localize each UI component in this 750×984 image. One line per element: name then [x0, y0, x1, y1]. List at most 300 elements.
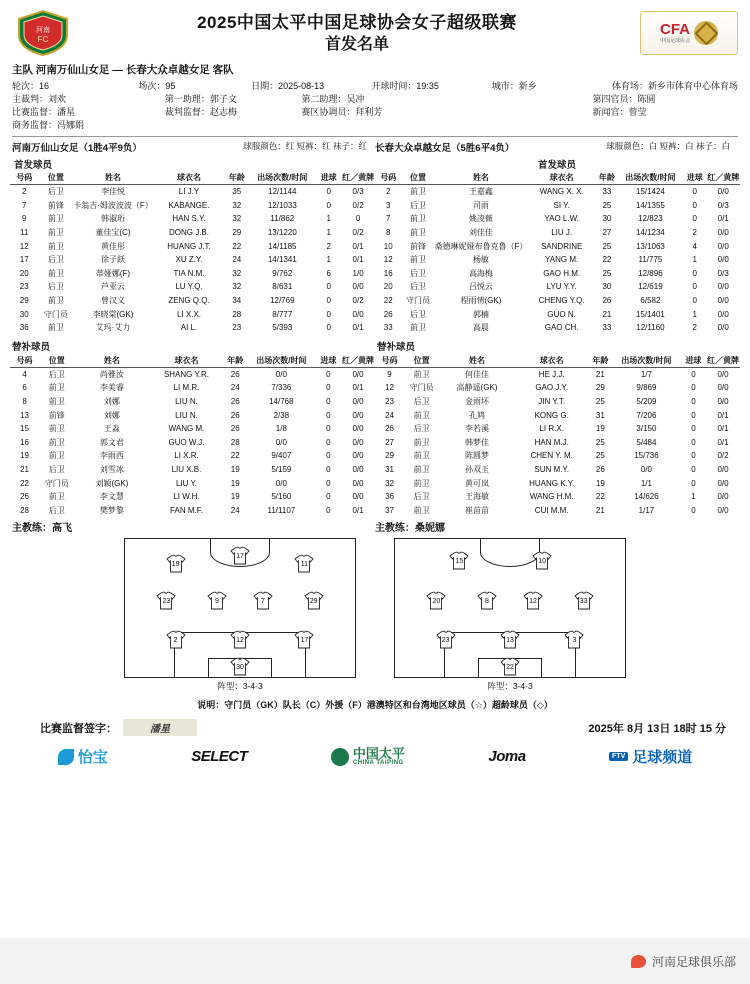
cell-shirt: LIU X.B.: [171, 464, 202, 474]
cell-age: 24: [230, 383, 240, 393]
cell-num: 4: [22, 369, 27, 379]
cell-cards: 0/0: [352, 309, 364, 319]
cell-cards: 0/1: [352, 241, 364, 251]
cell-num: 21: [20, 464, 29, 474]
ar2-value: 吴冲: [346, 94, 365, 104]
cell-pos: 前锋: [48, 410, 65, 420]
cell-num: 8: [22, 397, 27, 407]
cell-pos: 后卫: [47, 282, 64, 292]
starters-section-titles: [0, 154, 750, 171]
col-goals: 进球: [316, 354, 341, 368]
cell-pos: 后卫: [413, 424, 430, 434]
table-header-row: [375, 354, 740, 368]
cell-name: 高海梅: [468, 268, 493, 278]
cell-name: 刘佳佳: [468, 228, 493, 238]
cell-goals: 0: [692, 296, 697, 306]
cell-cards: 0/0: [717, 505, 729, 515]
table-row: [375, 422, 740, 436]
cell-shirt: LU Y.Q.: [175, 282, 203, 292]
cell-pos: 前卫: [48, 397, 65, 407]
cell-name: 李佳悦: [100, 187, 125, 197]
away-starters-title: 首发球员: [537, 160, 576, 171]
table-row: [10, 226, 375, 240]
table-row: [375, 280, 740, 294]
table-row: [375, 436, 740, 450]
table-row: [10, 395, 375, 409]
cell-shirt: HE J.J.: [538, 369, 565, 379]
cell-name: 樊梦黎: [99, 505, 124, 515]
cell-age: 22: [602, 255, 612, 265]
home-team-name: 河南万仙山女足（1胜4平9负）: [12, 143, 142, 154]
cell-cards: 0/0: [717, 255, 729, 265]
cell-pos: 前卫: [48, 437, 65, 447]
cell-shirt: YAO L.W.: [544, 214, 579, 224]
cell-cards: 0/0: [352, 492, 364, 502]
col-goals: 进球: [681, 354, 706, 368]
cell-apps: 12/619: [638, 282, 663, 292]
cell-cards: 0/0: [717, 187, 729, 197]
cell-age: 35: [232, 187, 242, 197]
cell-goals: 0: [326, 492, 331, 502]
round-label: 轮次：: [12, 81, 40, 91]
cell-goals: 0: [326, 410, 331, 420]
col-apps: 出场次数/时间: [248, 171, 316, 185]
away-formation-label: 阵型：: [487, 681, 513, 692]
svg-text:FC: FC: [37, 35, 49, 44]
cell-goals: 0: [691, 437, 696, 447]
pitch-player-marker: 12: [522, 591, 544, 611]
cell-pos: 前卫: [413, 464, 430, 474]
col-shirt: 球衣名: [149, 354, 223, 368]
table-row: [10, 408, 375, 422]
cell-pos: 守门员: [406, 296, 430, 306]
col-pos: 位置: [402, 171, 435, 185]
signature-label: 比赛监督签字：: [40, 722, 117, 735]
cell-cards: 0/3: [717, 268, 729, 278]
cell-shirt: GUO W.J.: [168, 437, 205, 447]
match-supervisor-label: 比赛监督：: [12, 107, 58, 117]
col-cards: 红／黄牌: [341, 171, 375, 185]
table-row: [10, 307, 375, 321]
cell-pos: 前卫: [47, 241, 64, 251]
cell-cards: 0/0: [352, 424, 364, 434]
sponsor-yibao-label: 怡宝: [77, 750, 108, 767]
cell-shirt: HAN M.J.: [534, 437, 569, 447]
home-formation: [124, 538, 356, 692]
cell-goals: 0: [326, 309, 331, 319]
cell-apps: 11/862: [270, 214, 295, 224]
cell-apps: 9/762: [272, 268, 293, 278]
cell-name: 何佳佳: [464, 369, 489, 379]
cell-num: 11: [20, 228, 29, 238]
pitch-player-marker: 11: [293, 554, 315, 574]
cell-num: 16: [20, 437, 29, 447]
cell-age: 22: [232, 241, 242, 251]
cell-num: 33: [383, 323, 393, 333]
cell-pos: 前卫: [48, 492, 65, 502]
away-starters-table: [375, 171, 740, 335]
cell-shirt: HAN S.Y.: [172, 214, 206, 224]
cell-shirt: LI W.H.: [173, 492, 200, 502]
home-starters-title: 首发球员: [14, 160, 53, 171]
pitch-player-marker: 33: [573, 591, 595, 611]
cell-shirt: GUO N.: [547, 309, 576, 319]
cell-cards: 0/0: [717, 309, 729, 319]
cell-pos: 前锋: [410, 241, 426, 251]
pitch-player-marker: 29: [303, 591, 325, 611]
cell-goals: 4: [692, 241, 697, 251]
pitch-player-marker: 30: [229, 657, 251, 677]
cell-pos: 后卫: [410, 282, 426, 292]
legend-text: 说明：守门员（GK）队长（C）外援（F）港澳特区和台湾地区球员（☆）超龄球员（◇）: [197, 700, 553, 711]
cell-goals: 0: [691, 464, 696, 474]
cell-age: 24: [230, 505, 240, 515]
cell-apps: 6/582: [640, 296, 661, 306]
col-age: 年龄: [589, 354, 612, 368]
cell-shirt: WANG M.: [168, 424, 205, 434]
cell-pos: 后卫: [413, 492, 430, 502]
table-row: [10, 199, 375, 213]
cell-shirt: FAN M.F.: [170, 505, 203, 515]
cell-pos: 前卫: [413, 478, 430, 488]
cell-goals: 0: [691, 383, 696, 393]
cell-age: 33: [602, 187, 612, 197]
cell-cards: 0/1: [717, 410, 729, 420]
cell-apps: 1/7: [640, 369, 652, 379]
col-apps: 出场次数/时间: [618, 171, 683, 185]
cell-goals: 0: [326, 200, 331, 210]
cell-age: 34: [232, 296, 242, 306]
table-row: [375, 476, 740, 490]
coaches-row: [0, 517, 750, 534]
col-cards: 红／黄牌: [706, 171, 740, 185]
cell-apps: 12/896: [638, 268, 663, 278]
col-pos: 位置: [39, 354, 74, 368]
weibo-icon: [631, 955, 646, 968]
cell-shirt: CUI M.M.: [534, 505, 569, 515]
cell-goals: 1: [691, 492, 696, 502]
cell-apps: 13/1063: [635, 241, 665, 251]
sponsor-ftv-label: 足球频道: [632, 749, 693, 767]
cell-cards: 0/0: [717, 228, 729, 238]
table-row: [375, 381, 740, 395]
table-row: [10, 321, 375, 335]
table-row: [10, 449, 375, 463]
cell-apps: 0/0: [275, 369, 287, 379]
away-coach-label: 主教练：: [375, 523, 415, 535]
cell-num: 15: [20, 424, 29, 434]
cell-name: 桑德琳妮娅布鲁克鲁（F）: [434, 241, 528, 251]
cell-age: 32: [232, 214, 242, 224]
cell-age: 28: [232, 309, 242, 319]
cell-age: 21: [595, 369, 605, 379]
cell-name: 刘雪冰: [99, 464, 124, 474]
cell-shirt: SHANG Y.R.: [163, 369, 210, 379]
cell-name: 郭楠: [472, 309, 489, 319]
cell-pos: 后卫: [48, 464, 65, 474]
cell-age: 25: [595, 437, 605, 447]
cell-cards: 0/0: [717, 478, 729, 488]
cell-apps: 1/17: [638, 505, 655, 515]
sponsor-taiping: [331, 747, 405, 766]
away-team-name: 长春大众卓越女足（5胜6平4负）: [375, 143, 515, 154]
city-label: 城市：: [491, 81, 519, 91]
cell-num: 7: [386, 214, 391, 224]
col-shirt: 球衣名: [153, 171, 226, 185]
cell-name: 姚凌薇: [468, 214, 493, 224]
sponsor-yibao: [58, 746, 108, 767]
cell-apps: 7/206: [636, 410, 657, 420]
cell-cards: 0/0: [352, 397, 364, 407]
cell-name: 刘娜: [103, 397, 120, 407]
table-row: [375, 212, 740, 226]
cell-apps: 14/1234: [635, 228, 665, 238]
cell-cards: 0/1: [717, 437, 729, 447]
cell-name: 杨敏: [472, 255, 489, 265]
sponsor-joma-label: Joma: [488, 748, 526, 766]
table-row: [375, 267, 740, 281]
col-shirt: 球衣名: [515, 354, 589, 368]
cell-num: 29: [19, 296, 29, 306]
home-starters-table: [10, 171, 375, 335]
footer-watermark: [0, 938, 750, 984]
cell-pos: 前卫: [413, 437, 430, 447]
cell-num: 37: [385, 505, 394, 515]
cell-age: 32: [232, 200, 242, 210]
cell-num: 22: [383, 296, 393, 306]
away-formation: [394, 538, 626, 692]
cell-pos: 前锋: [47, 200, 64, 210]
cell-apps: 11/1107: [267, 505, 296, 515]
cell-name: 卡翁吉·姆波波波（F）: [73, 200, 153, 210]
cell-pos: 后卫: [410, 309, 426, 319]
table-row: [375, 199, 740, 213]
cell-name: 王海敏: [464, 492, 489, 502]
cell-apps: 14/1341: [267, 255, 297, 265]
table-row: [375, 490, 740, 504]
cell-age: 25: [602, 200, 612, 210]
cell-num: 3: [386, 200, 391, 210]
cell-pos: 守门员: [409, 383, 434, 393]
cell-apps: 0/0: [640, 464, 652, 474]
cell-cards: 0/0: [352, 437, 364, 447]
cell-cards: 0/1: [352, 383, 364, 393]
cell-pos: 前卫: [47, 323, 64, 333]
cell-apps: 15/1401: [635, 309, 665, 319]
home-subs-title: 替补球员: [12, 341, 51, 353]
cell-age: 26: [230, 410, 240, 420]
cell-age: 23: [232, 323, 242, 333]
cell-age: 25: [602, 241, 612, 251]
col-pos: 位置: [404, 354, 439, 368]
cell-pos: 后卫: [410, 200, 426, 210]
col-age: 年龄: [225, 171, 248, 185]
cell-name: 孙双玉: [464, 464, 489, 474]
cell-age: 29: [232, 228, 242, 238]
cell-num: 36: [385, 492, 394, 502]
taiping-logo-icon: [331, 748, 349, 766]
match-supervisor-value: 潘星: [57, 107, 76, 117]
table-row: [10, 381, 375, 395]
referee-label: 主裁判：: [12, 94, 49, 104]
cell-num: 17: [19, 255, 29, 265]
cell-goals: 2: [692, 228, 697, 238]
col-name: 姓名: [439, 354, 515, 368]
cell-shirt: GAO CH.: [544, 323, 579, 333]
table-row: [375, 185, 740, 199]
cell-num: 32: [385, 478, 394, 488]
cell-num: 2: [386, 187, 391, 197]
cell-cards: 0/2: [717, 451, 729, 461]
cell-pos: 前卫: [410, 187, 426, 197]
cell-cards: 0/0: [352, 369, 364, 379]
cell-pos: 前卫: [47, 228, 64, 238]
cell-name: 高静遥(GK): [456, 383, 498, 393]
ar1-label: 第一助理：: [164, 94, 210, 104]
ref-supervisor-value: 赵志梅: [209, 107, 237, 117]
cell-num: 12: [383, 255, 393, 265]
cell-age: 26: [230, 424, 240, 434]
away-formation-value: 3-4-3: [512, 681, 533, 692]
cell-goals: 0: [326, 282, 331, 292]
table-row: [10, 185, 375, 199]
signature-image: 潘星: [123, 719, 197, 736]
cell-shirt: KABANGE.: [168, 200, 210, 210]
match-label: 场次：: [138, 81, 166, 91]
cell-apps: 12/769: [270, 296, 295, 306]
cell-num: 23: [19, 282, 29, 292]
cell-age: 26: [595, 464, 605, 474]
cell-cards: 1/0: [352, 268, 364, 278]
pitch-player-marker: 20: [425, 591, 447, 611]
away-subs-table: [375, 354, 740, 518]
cell-age: 26: [602, 296, 612, 306]
signature-datetime: 2025年 8月 13日 18时 15 分: [588, 722, 726, 735]
coordinator-label: 赛区协调员：: [301, 107, 356, 117]
cell-age: 19: [595, 424, 605, 434]
table-header-row: [10, 354, 375, 368]
cell-name: 黄可岚: [464, 478, 489, 488]
away-subs-body: [375, 367, 740, 517]
col-num: 号码: [375, 354, 404, 368]
cell-pos: 前卫: [48, 383, 65, 393]
cell-cards: 0/2: [352, 296, 364, 306]
cell-age: 21: [595, 505, 605, 515]
sponsor-ftv: [609, 746, 692, 767]
sponsor-bar: [0, 736, 750, 767]
cell-age: 24: [232, 255, 242, 265]
cell-age: 25: [595, 451, 605, 461]
cfa-logo: [640, 11, 738, 55]
cell-age: 30: [602, 282, 612, 292]
cell-goals: 1: [326, 228, 331, 238]
cell-apps: 13/1220: [267, 228, 297, 238]
cell-apps: 0/0: [275, 437, 287, 447]
table-row: [10, 294, 375, 308]
table-row: [10, 253, 375, 267]
cell-apps: 3/150: [636, 424, 657, 434]
date-label: 日期：: [251, 81, 279, 91]
cell-num: 36: [19, 323, 29, 333]
cell-shirt: TIA N.M.: [173, 268, 205, 278]
table-row: [375, 307, 740, 321]
meta-teams-line: 主队 河南万仙山女足 — 长春大众卓越女足 客队: [12, 64, 234, 76]
cell-apps: 5/209: [636, 397, 657, 407]
press-label: 新闻官：: [592, 107, 629, 117]
col-cards: 红／黄牌: [341, 354, 375, 368]
cell-goals: 0: [326, 187, 331, 197]
col-name: 姓名: [73, 171, 153, 185]
cell-num: 2: [22, 187, 27, 197]
table-row: [10, 367, 375, 381]
cell-cards: 0/0: [717, 492, 729, 502]
home-pitch: [124, 538, 356, 678]
cell-apps: 2/38: [273, 410, 290, 420]
cell-apps: 0/0: [275, 478, 287, 488]
cell-name: 蒂娅娜(F): [95, 268, 131, 278]
home-team-header: [12, 140, 375, 154]
sponsor-select: [191, 748, 247, 765]
table-row: [375, 294, 740, 308]
col-name: 姓名: [74, 354, 149, 368]
cell-goals: 0: [326, 323, 331, 333]
table-row: [10, 239, 375, 253]
cell-goals: 0: [692, 214, 697, 224]
cell-shirt: SANDRINE: [540, 241, 583, 251]
cell-apps: 8/777: [272, 309, 293, 319]
match-meta: [0, 64, 750, 137]
sponsor-taiping-sub: CHINA TAIPING: [352, 760, 404, 767]
cell-cards: 0/1: [717, 214, 729, 224]
cell-goals: 0: [692, 200, 697, 210]
cell-shirt: LI R.X.: [539, 424, 564, 434]
date-value: 2025-08-13: [278, 81, 325, 91]
cell-pos: 守门员: [43, 309, 68, 319]
cell-num: 26: [20, 492, 29, 502]
cell-shirt: LIU N.: [175, 397, 198, 407]
table-row: [375, 449, 740, 463]
page-title: 2025中国太平中国足球协会女子超级联赛: [197, 12, 517, 32]
pitch-player-marker: 15: [448, 551, 470, 571]
cell-pos: 后卫: [410, 268, 426, 278]
signature-row: [0, 711, 750, 736]
home-formation-label: 阵型：: [217, 681, 243, 692]
cell-cards: 0/0: [717, 383, 729, 393]
cell-goals: 0: [691, 505, 696, 515]
cell-cards: 0/1: [352, 505, 364, 515]
cell-name: 李美睿: [99, 383, 124, 393]
cell-pos: 后卫: [47, 255, 64, 265]
cell-shirt: GAO J.Y.: [535, 383, 569, 393]
cell-num: 19: [20, 451, 29, 461]
cell-cards: 0/0: [717, 296, 729, 306]
cell-age: 33: [602, 323, 612, 333]
table-row: [10, 503, 375, 517]
cell-pos: 前卫: [413, 451, 430, 461]
cell-apps: 9/869: [636, 383, 657, 393]
cell-num: 23: [385, 397, 394, 407]
cell-shirt: HUANG J.T.: [167, 241, 211, 251]
cell-name: 王嘉鑫: [468, 187, 493, 197]
cell-pos: 后卫: [47, 187, 64, 197]
cell-age: 19: [230, 478, 240, 488]
cell-age: 27: [602, 228, 612, 238]
cell-goals: 0: [692, 268, 697, 278]
commercial-label: 商务监督：: [12, 120, 58, 130]
document-header: [0, 0, 750, 62]
ref-supervisor-label: 裁判监督：: [164, 107, 210, 117]
cell-goals: 0: [326, 478, 331, 488]
